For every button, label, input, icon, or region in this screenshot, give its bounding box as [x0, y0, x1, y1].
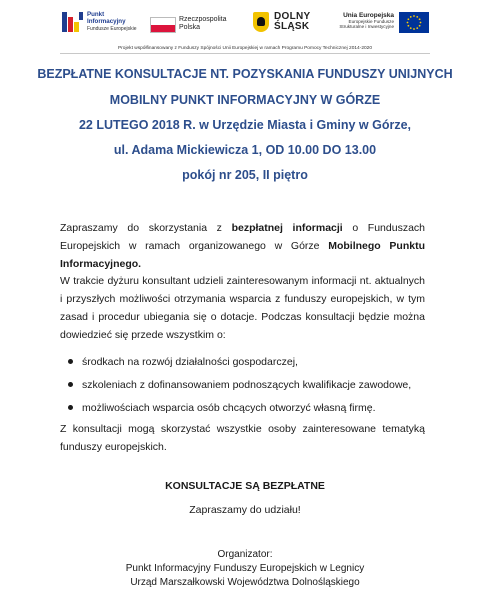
bullet-icon: [68, 405, 73, 410]
poland-logo: [150, 8, 240, 42]
eu-flag-icon: [399, 12, 429, 33]
funds-logo-icon: [62, 12, 84, 32]
project-cofinancing-note: Projekt współfinansowany z Funduszy Spójności Unii Europejskiej w ramach Programu Pomocy Technicznej 2014-2020: [117, 46, 372, 51]
intro-text-2: o Funduszach Europejskich w ramach organizowanego w Górze: [60, 222, 426, 252]
organizer-label: Organizator:: [217, 549, 273, 560]
funds-line: [87, 26, 137, 32]
eu-logo: [338, 8, 432, 42]
dolny-slask-logo: [253, 8, 323, 42]
poland-logo-text: [179, 16, 226, 32]
intro-bold-2: Mobilnego Punktu Informacyjnego.: [60, 240, 425, 270]
intro-bold-1: bezpłatnej informacji: [231, 222, 343, 234]
poland-flag-icon: [150, 17, 176, 33]
topics-list: [60, 353, 430, 422]
bullet-icon: [68, 382, 73, 387]
invitation-text: Zapraszamy do udziału!: [189, 504, 301, 516]
list-item-text: szkoleniach z dofinansowaniem podnoszących kwalifikacje zawodowe,: [82, 379, 412, 391]
dolny-slask-shield-icon: [253, 12, 269, 32]
list-item-text: środkach na rozwój działalności gospodarczej,: [82, 356, 298, 368]
poland-line1: Rzeczpospolita: [179, 16, 227, 23]
organizer-line-1: Punkt Informacyjny Funduszy Europejskich w Legnicy: [125, 563, 365, 574]
heading-room: pokój nr 205, II piętro: [182, 168, 308, 182]
region-line1: DOLNY: [274, 11, 311, 22]
intro-text-1: Zapraszamy do skorzystania z: [60, 222, 232, 234]
eu-logo-text: [338, 12, 394, 30]
poland-line2: Polska: [179, 24, 201, 31]
logo-bar: [0, 8, 490, 42]
funds-logo: [62, 8, 148, 42]
punkt-line2: Informacyjny: [87, 18, 126, 25]
bullet-icon: [68, 359, 73, 364]
organizer-line-2: Urząd Marszałkowski Województwa Dolnośląskiego: [130, 577, 360, 588]
eu-line1: Unia Europejska: [343, 12, 394, 19]
intro-paragraph: [60, 219, 425, 273]
funds-line1: Fundusze: [87, 26, 109, 32]
eligibility-paragraph: Z konsultacji mogą skorzystać wszystkie osoby zainteresowane tematyką funduszy europejskich.: [60, 423, 425, 453]
header-divider: [60, 53, 430, 54]
heading-subtitle: MOBILNY PUNKT INFORMACYJNY W GÓRZE: [109, 93, 381, 107]
list-item: [60, 353, 430, 376]
list-item-text: możliwościach wsparcia osób chcących otworzyć własną firmę.: [82, 402, 376, 414]
punkt-line1: Punkt: [87, 11, 105, 18]
funds-logo-text: [87, 11, 137, 33]
dolny-slask-logo-text: [274, 12, 311, 32]
eu-line3: Strukturalne i Inwestycyjne: [339, 24, 394, 30]
heading-title: BEZPŁATNE KONSULTACJE NT. POZYSKANIA FUNDUSZY UNIJNYCH: [37, 67, 453, 81]
funds-line2: Europejskie: [110, 26, 137, 32]
list-item: [60, 376, 430, 399]
eu-line2: Europejskie Fundusze: [348, 19, 394, 24]
heading-address-time: ul. Adama Mickiewicza 1, OD 10.00 DO 13.00: [113, 143, 377, 157]
details-paragraph: W trakcie dyżuru konsultant udzieli zainteresowanym informacji nt. aktualnych i przyszłych możliwości otrzymania wsparcia z funduszy europejskich, w tym zasad i procedur ubiegania się o dotacje. Podczas konsultacji będzie można dowiedzieć się przede wszystkim o:: [60, 275, 425, 341]
free-notice: KONSULTACJE SĄ BEZPŁATNE: [165, 480, 325, 492]
list-item: [60, 399, 430, 422]
region-line2: ŚLĄSK: [274, 21, 310, 32]
heading-date-place: 22 LUTEGO 2018 R. w Urzędzie Miasta i Gminy w Górze,: [78, 118, 412, 132]
